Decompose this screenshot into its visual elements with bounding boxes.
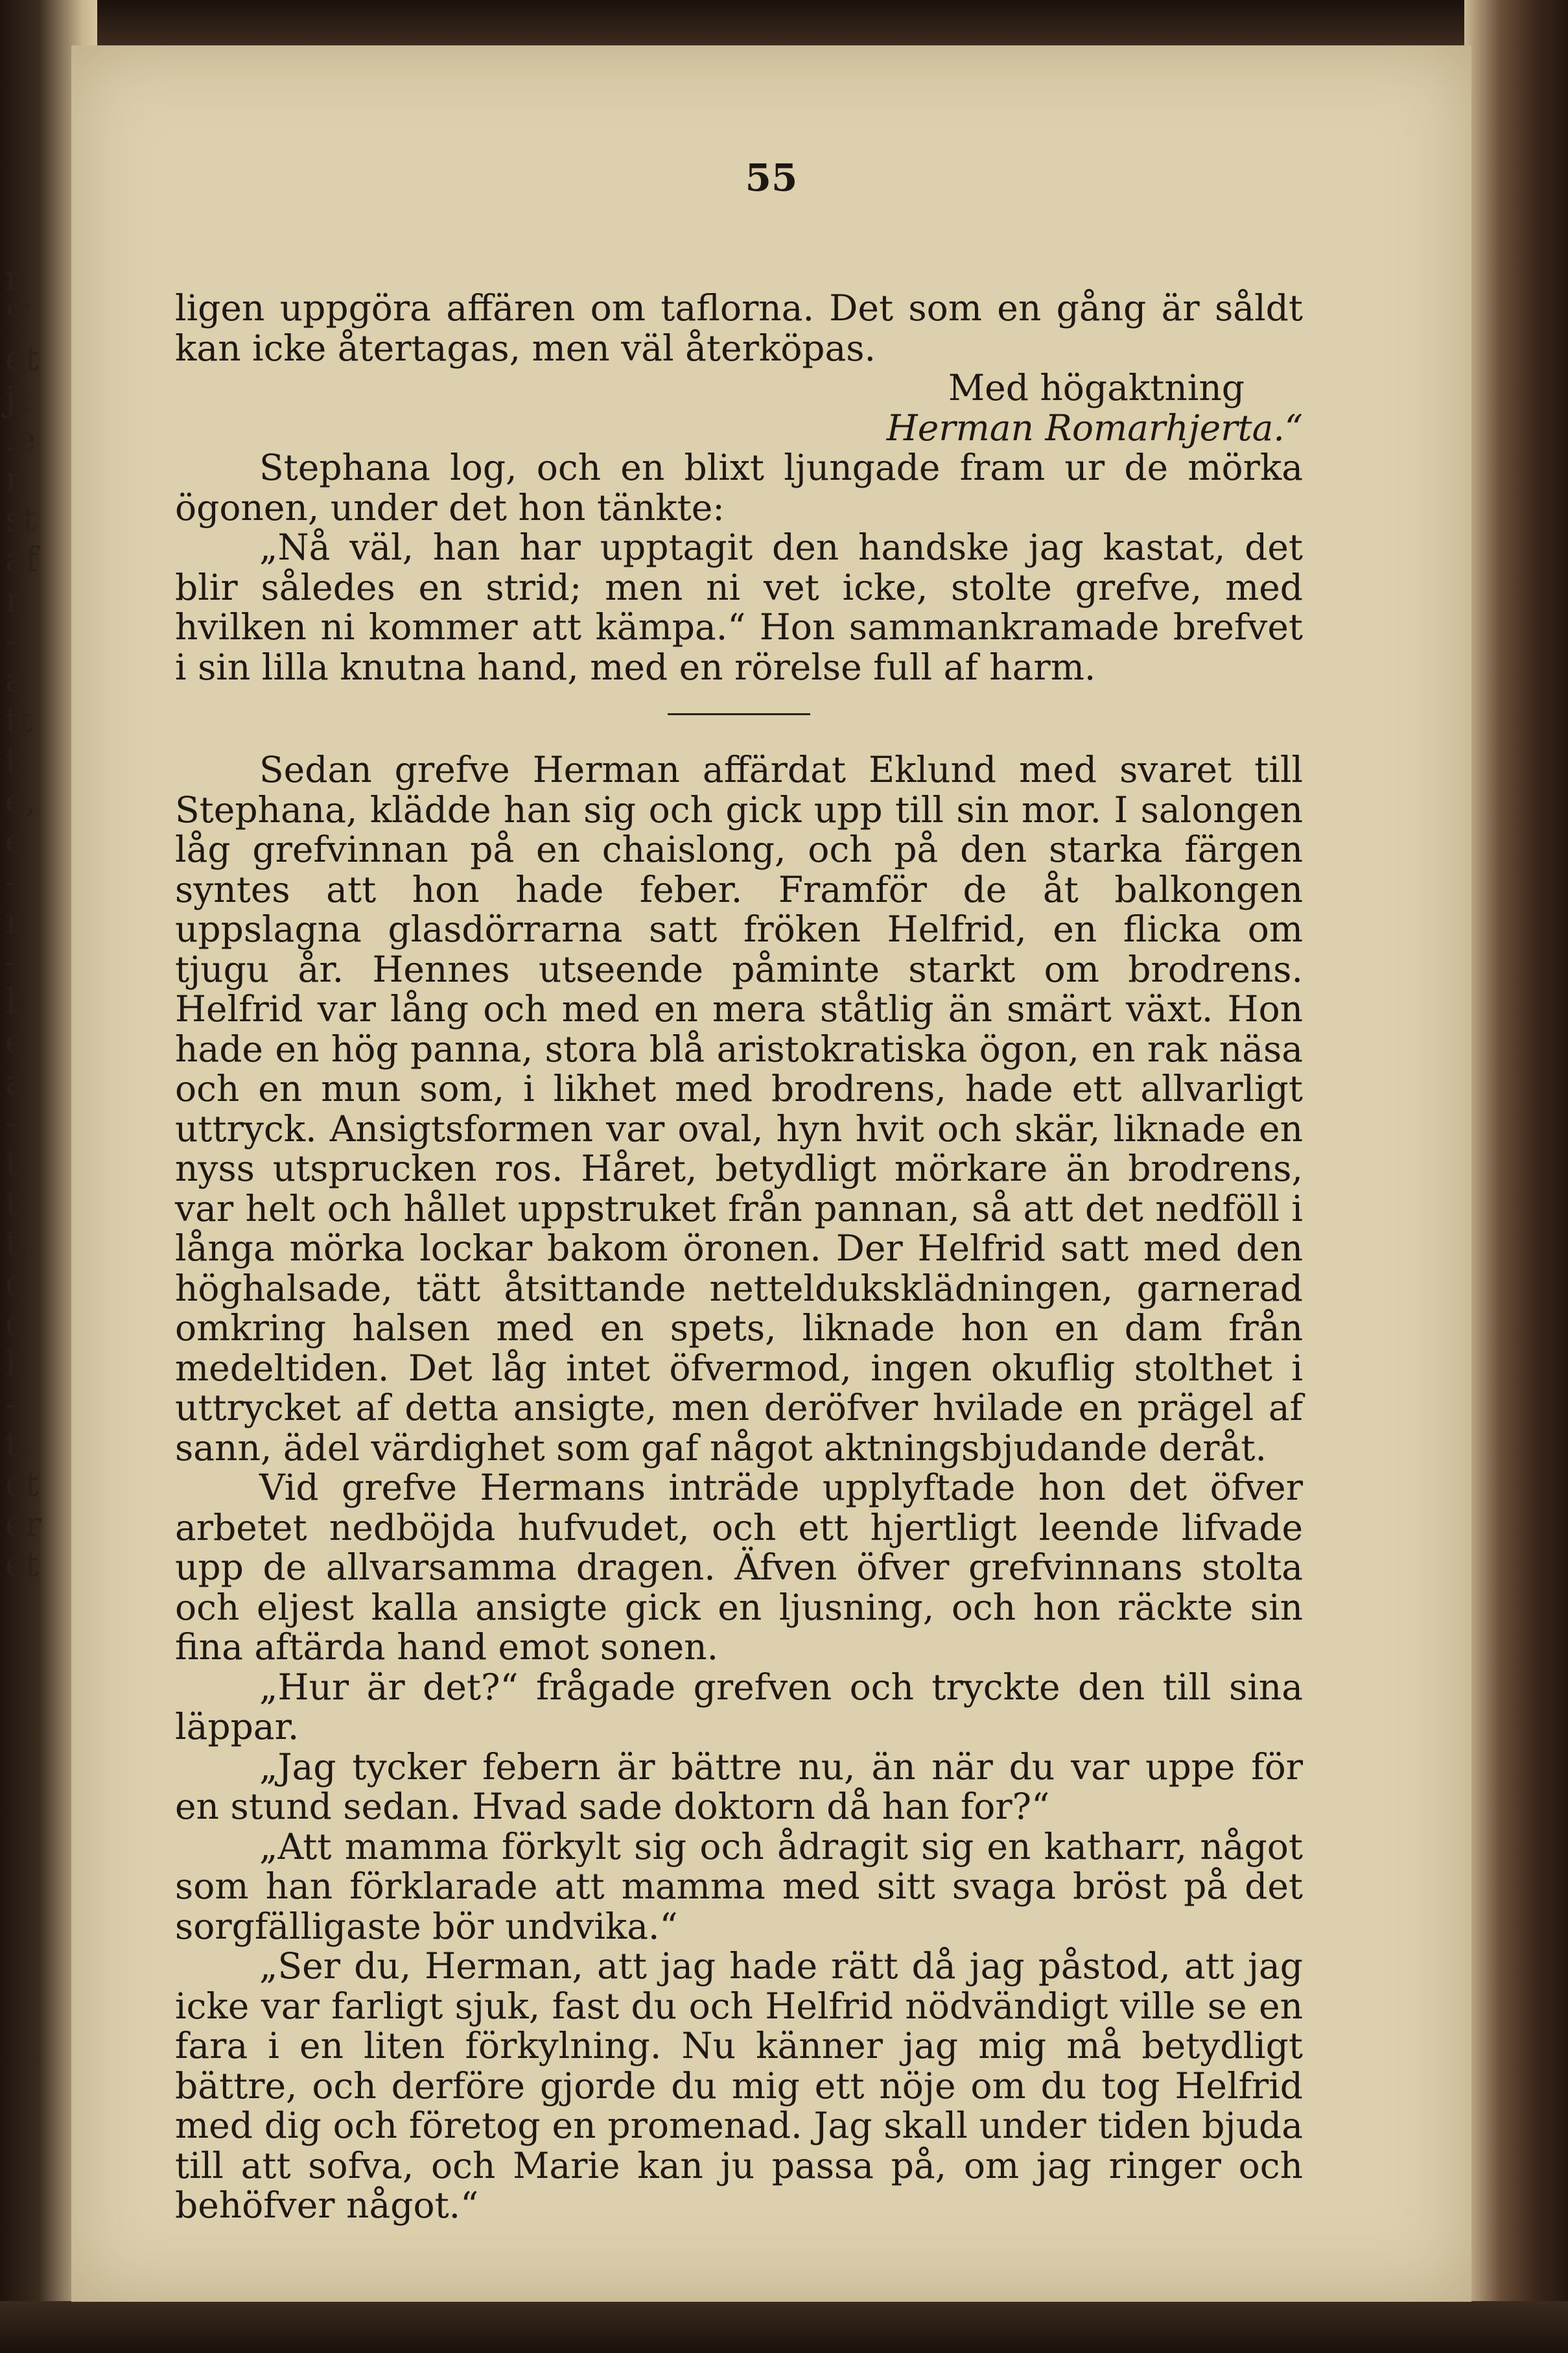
facing-page-fragment: t bbox=[5, 742, 19, 781]
paragraph: „Hur är det?“ frågade grefven och tryckte den till sina läppar. bbox=[175, 1666, 1303, 1747]
facing-page-fragment: - bbox=[5, 943, 17, 982]
facing-page-fragment: - bbox=[5, 1385, 17, 1424]
facing-page-fragment: - bbox=[5, 1104, 17, 1142]
facing-page-fragment: r, bbox=[5, 259, 29, 298]
facing-page-fragment: h bbox=[5, 983, 27, 1022]
facing-page-fragment: h bbox=[5, 1345, 27, 1384]
facing-page-strip bbox=[0, 39, 65, 2308]
paragraph: „Att mamma förkylt sig och ådragit sig en katharr, något som han förklarade att mamma med sitt svaga bröst på det sorgfälligaste bör undvika.“ bbox=[175, 1825, 1303, 1947]
facing-page-fragment: af bbox=[5, 541, 38, 580]
paragraph: Vid grefve Hermans inträde upplyftade hon det öfver arbetet nedböjda hufvudet, och ett hjertligt leende lifvade upp de allvarsamma dragen. Äfven öfver grefvinnans stolta och eljest kalla ansigte gick en ljusning, och hon räckte sin fina aftärda hand emot sonen. bbox=[175, 1467, 1303, 1668]
letter-ending: ligen uppgöra affären om taflorna. Det som en gång är såldt kan icke återtagas, men väl återköpas. bbox=[175, 287, 1303, 369]
facing-page-fragment: - bbox=[5, 621, 17, 660]
facing-page-fragment: st bbox=[5, 501, 36, 539]
book-edge-bottom bbox=[0, 2301, 1568, 2353]
facing-page-fragment: t bbox=[5, 1184, 19, 1223]
facing-page-fragment: et bbox=[5, 340, 39, 379]
facing-page-fragment: e bbox=[5, 1023, 25, 1062]
paragraph: Stephana log, och en blixt ljungade fram ur de mörka ögonen, under det hon tänkte: bbox=[175, 447, 1303, 528]
facing-page-fragment: t. bbox=[5, 1425, 30, 1464]
paragraph: Sedan grefve Herman affärdat Eklund med svaret till Stephana, klädde han sig och gick upp till sin mor. I salongen låg grefvinnan på en chaislong, och på den starka färgen syntes att hon hade feber. Framför de åt balkongen uppslagna glasdörrarna satt fröken Helfrid, en flicka om tjugu år. Hennes utseende påminte starkt om brodrens. Helfrid var lång och med en mera ståtlig än smärt växt. Hon hade en hög panna, stora blå aristokratiska ögon, en rak näsa och en mun som, i likhet med brodrens, hade ett allvarligt uttryck. Ansigtsformen var oval, hyn hvit och skär, liknade en nyss utsprucken ros. Håret, betydligt mörkare än brodrens, var helt och hållet uppstruket från pannan, så att det nedföll i långa mörka lockar bakom öronen. Der Helfrid satt med den höghalsade, tätt åtsittande nettelduksklädningen, garnerad omkring halsen med en spets, liknade hon en dam från medeltiden. Det låg intet öfvermod, ingen okuflig stolthet i uttrycket af detta ansigte, men deröfver hvilade en prägel af sann, ädel värdighet som gaf något aktningsbjudande deråt. bbox=[175, 749, 1303, 1469]
facing-page-fragment: er bbox=[5, 1506, 41, 1544]
book-page bbox=[71, 45, 1471, 2302]
book-edge-top bbox=[0, 0, 1568, 45]
facing-page-fragment: jt bbox=[5, 380, 30, 419]
facing-page-fragment: 'f bbox=[5, 300, 27, 338]
facing-page-fragment: et bbox=[5, 1465, 39, 1504]
facing-page-fragment: d bbox=[5, 1305, 27, 1343]
facing-page-fragment: e, bbox=[5, 782, 36, 821]
paragraph: „Nå väl, han har upptagit den handske jag kastat, det blir således en strid; men ni vet icke, stolte grefve, med hvilken ni kommer att kämpa.“ Hon sammankramade brefvet i sin lilla knutna hand, med en rörelse full af harm. bbox=[175, 526, 1303, 688]
section-divider bbox=[668, 713, 810, 715]
paragraph: „Jag tycker febern är bättre nu, än när du var uppe för en stund sedan. Hvad sade doktorn då han for?“ bbox=[175, 1745, 1303, 1827]
page-number: 55 bbox=[745, 156, 798, 200]
letter-signature: Herman Romarhjerta.“ bbox=[886, 407, 1303, 449]
facing-page-fragment: e bbox=[5, 822, 25, 861]
facing-page-fragment: t bbox=[5, 1144, 19, 1183]
facing-page-fragment: a bbox=[5, 1063, 26, 1102]
facing-page-fragment: n bbox=[5, 460, 27, 499]
facing-page-fragment: a bbox=[5, 661, 26, 700]
facing-page-fragment: t, bbox=[5, 1224, 30, 1263]
facing-page-fragment: .e bbox=[5, 420, 36, 459]
facing-page-fragment: tt bbox=[5, 702, 32, 740]
letter-closing: Med högaktning bbox=[948, 367, 1245, 408]
facing-page-fragment: n bbox=[5, 581, 27, 620]
facing-page-fragment: n bbox=[5, 903, 27, 941]
page-text bbox=[175, 289, 1303, 2226]
facing-page-fragment: et bbox=[5, 1546, 39, 1585]
paragraph: „Ser du, Herman, att jag hade rätt då jag påstod, att jag icke var farligt sjuk, fast du och Helfrid nödvändigt ville se en fara i en liten förkylning. Nu känner jag mig må betydligt bättre, och derföre gjorde du mig ett nöje om du tog Helfrid med dig och företog en promenad. Jag skall under tiden bjuda till att sofva, och Marie kan ju passa på, om jag ringer och behöfver något.“ bbox=[175, 1945, 1303, 2226]
facing-page-fragment: - bbox=[5, 862, 17, 901]
book-binding-right bbox=[1464, 0, 1568, 2353]
facing-page-fragment: d bbox=[5, 1264, 27, 1303]
